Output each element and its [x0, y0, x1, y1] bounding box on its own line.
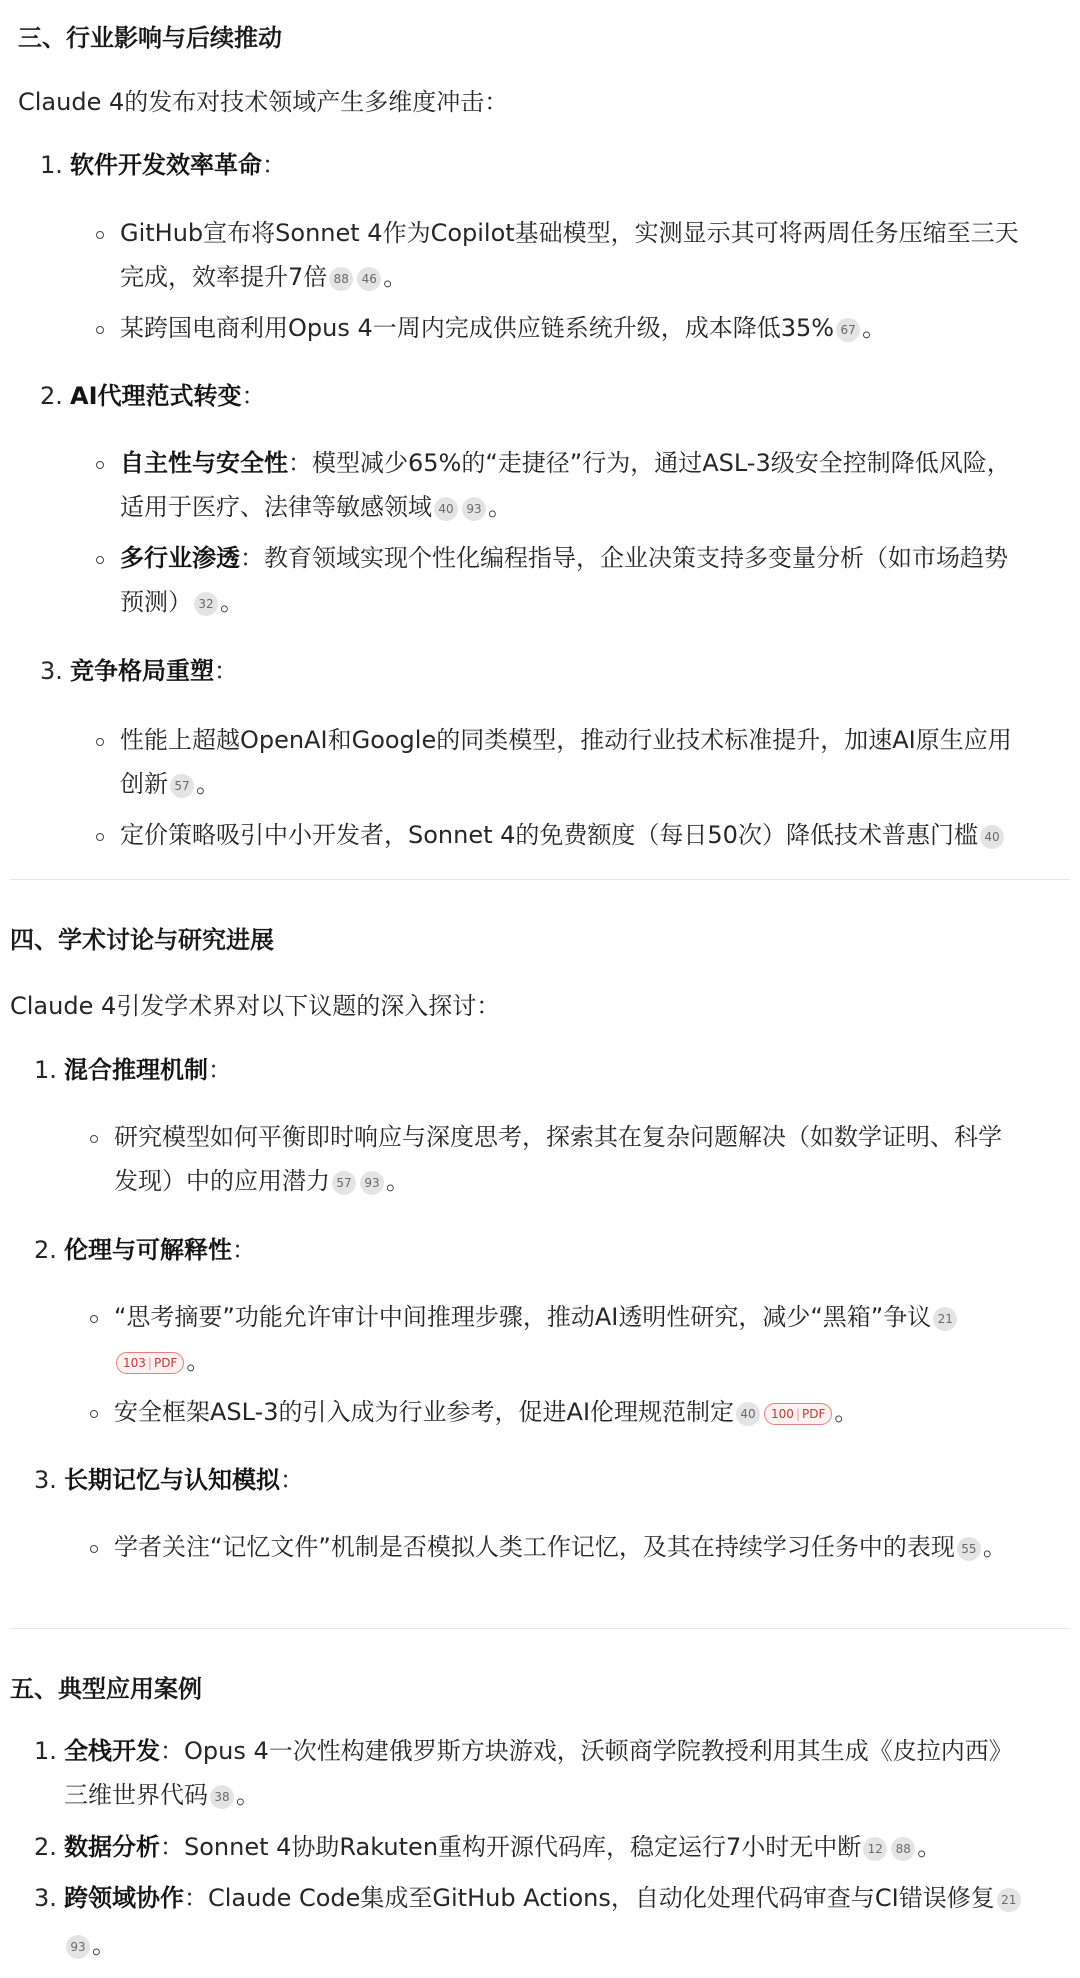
bullet-text: 完成，效率提升7倍 88 46 。: [120, 263, 408, 291]
citation-badge[interactable]: 88: [891, 1837, 915, 1861]
bullet-text: GitHub宣布将Sonnet 4作为Copilot基础模型，实测显示其可将两周任务压缩至三天: [120, 219, 1019, 247]
section-heading: 五、典型应用案例: [10, 1675, 202, 1703]
list-item-continuation: 93 。: [64, 1930, 116, 1960]
bullet-text: 多行业渗透：教育领域实现个性化编程指导，企业决策支持多变量分析（如市场趋势: [120, 544, 1008, 572]
citation-badge[interactable]: 38: [210, 1785, 234, 1809]
citation-badge[interactable]: 32: [194, 592, 218, 616]
bullet-icon: [96, 231, 104, 239]
list-item-heading: 1. 软件开发效率革命：: [40, 151, 286, 179]
list-item-continuation: 三维世界代码 38 。: [64, 1781, 260, 1809]
section-divider: [10, 1628, 1070, 1629]
bullet-icon: [90, 1410, 98, 1418]
bullet-text: 安全框架ASL-3的引入成为行业参考，促进AI伦理规范制定 40 100 | PDF 。: [114, 1398, 859, 1426]
section-divider: [10, 879, 1070, 880]
bullet-icon: [96, 461, 104, 469]
bullet-text: 某跨国电商利用Opus 4一周内完成供应链系统升级，成本降低35% 67 。: [120, 314, 887, 342]
section-heading: 三、行业影响与后续推动: [18, 24, 282, 52]
citation-badge[interactable]: 93: [462, 497, 486, 521]
bullet-icon: [96, 833, 104, 841]
section-intro: Claude 4的发布对技术领域产生多维度冲击：: [18, 88, 509, 116]
bullet-text: 性能上超越OpenAI和Google的同类模型，推动行业技术标准提升，加速AI原生应用: [120, 726, 1012, 754]
citation-badge[interactable]: 55: [957, 1537, 981, 1561]
citation-badge[interactable]: 67: [836, 318, 860, 342]
citation-badge[interactable]: 46: [357, 267, 381, 291]
bullet-icon: [96, 738, 104, 746]
citation-badge[interactable]: 40: [434, 497, 458, 521]
list-item: 3. 跨领域协作：Claude Code集成至GitHub Actions，自动化处理代码审查与CI错误修复 21: [34, 1883, 1023, 1913]
bullet-text: 预测） 32 。: [120, 588, 244, 616]
bullet-icon: [96, 556, 104, 564]
citation-badge[interactable]: 57: [332, 1171, 356, 1195]
list-item-heading: 2. AI代理范式转变：: [40, 382, 266, 410]
citation-badge[interactable]: 21: [933, 1307, 957, 1331]
pdf-citation-badge[interactable]: 103 | PDF: [116, 1352, 184, 1374]
list-item: 1. 全栈开发：Opus 4一次性构建俄罗斯方块游戏，沃顿商学院教授利用其生成《皮拉内西》: [34, 1737, 1013, 1765]
bullet-text: 研究模型如何平衡即时响应与深度思考，探索其在复杂问题解决（如数学证明、科学: [114, 1123, 1002, 1151]
citation-badge[interactable]: 21: [997, 1888, 1021, 1912]
bullet-icon: [90, 1315, 98, 1323]
bullet-text: 发现）中的应用潜力 57 93 。: [114, 1167, 410, 1195]
citation-badge[interactable]: 57: [170, 774, 194, 798]
citation-badge[interactable]: 40: [980, 825, 1004, 849]
bullet-text: “思考摘要”功能允许审计中间推理步骤，推动AI透明性研究，减少“黑箱”争议 21: [114, 1302, 959, 1332]
list-item-heading: 2. 伦理与可解释性：: [34, 1236, 256, 1264]
bullet-text: 创新 57 。: [120, 770, 220, 798]
bullet-text: 自主性与安全性：模型减少65%的“走捷径”行为，通过ASL-3级安全控制降低风险，: [120, 449, 1011, 477]
bullet-text: 学者关注“记忆文件”机制是否模拟人类工作记忆，及其在持续学习任务中的表现 55 。: [114, 1533, 1007, 1561]
bullet-icon: [90, 1135, 98, 1143]
bullet-icon: [90, 1545, 98, 1553]
list-item: 2. 数据分析：Sonnet 4协助Rakuten重构开源代码库，稳定运行7小时无中断 12 88 。: [34, 1833, 942, 1861]
list-item-heading: 3. 长期记忆与认知模拟：: [34, 1466, 304, 1494]
bullet-icon: [96, 326, 104, 334]
pdf-citation-badge[interactable]: 100 | PDF: [764, 1403, 832, 1425]
citation-badge[interactable]: 88: [329, 267, 353, 291]
section-intro: Claude 4引发学术界对以下议题的深入探讨：: [10, 992, 501, 1020]
section-heading: 四、学术讨论与研究进展: [10, 926, 274, 954]
bullet-text: 103 | PDF 。: [114, 1346, 210, 1376]
citation-badge[interactable]: 93: [360, 1171, 384, 1195]
citation-badge[interactable]: 12: [863, 1837, 887, 1861]
bullet-text: 定价策略吸引中小开发者，Sonnet 4的免费额度（每日50次）降低技术普惠门槛 40: [120, 820, 1006, 850]
citation-badge[interactable]: 93: [66, 1935, 90, 1959]
list-item-heading: 1. 混合推理机制：: [34, 1056, 232, 1084]
bullet-text: 适用于医疗、法律等敏感领域 40 93 。: [120, 493, 512, 521]
list-item-heading: 3. 竞争格局重塑：: [40, 657, 238, 685]
citation-badge[interactable]: 40: [736, 1402, 760, 1426]
